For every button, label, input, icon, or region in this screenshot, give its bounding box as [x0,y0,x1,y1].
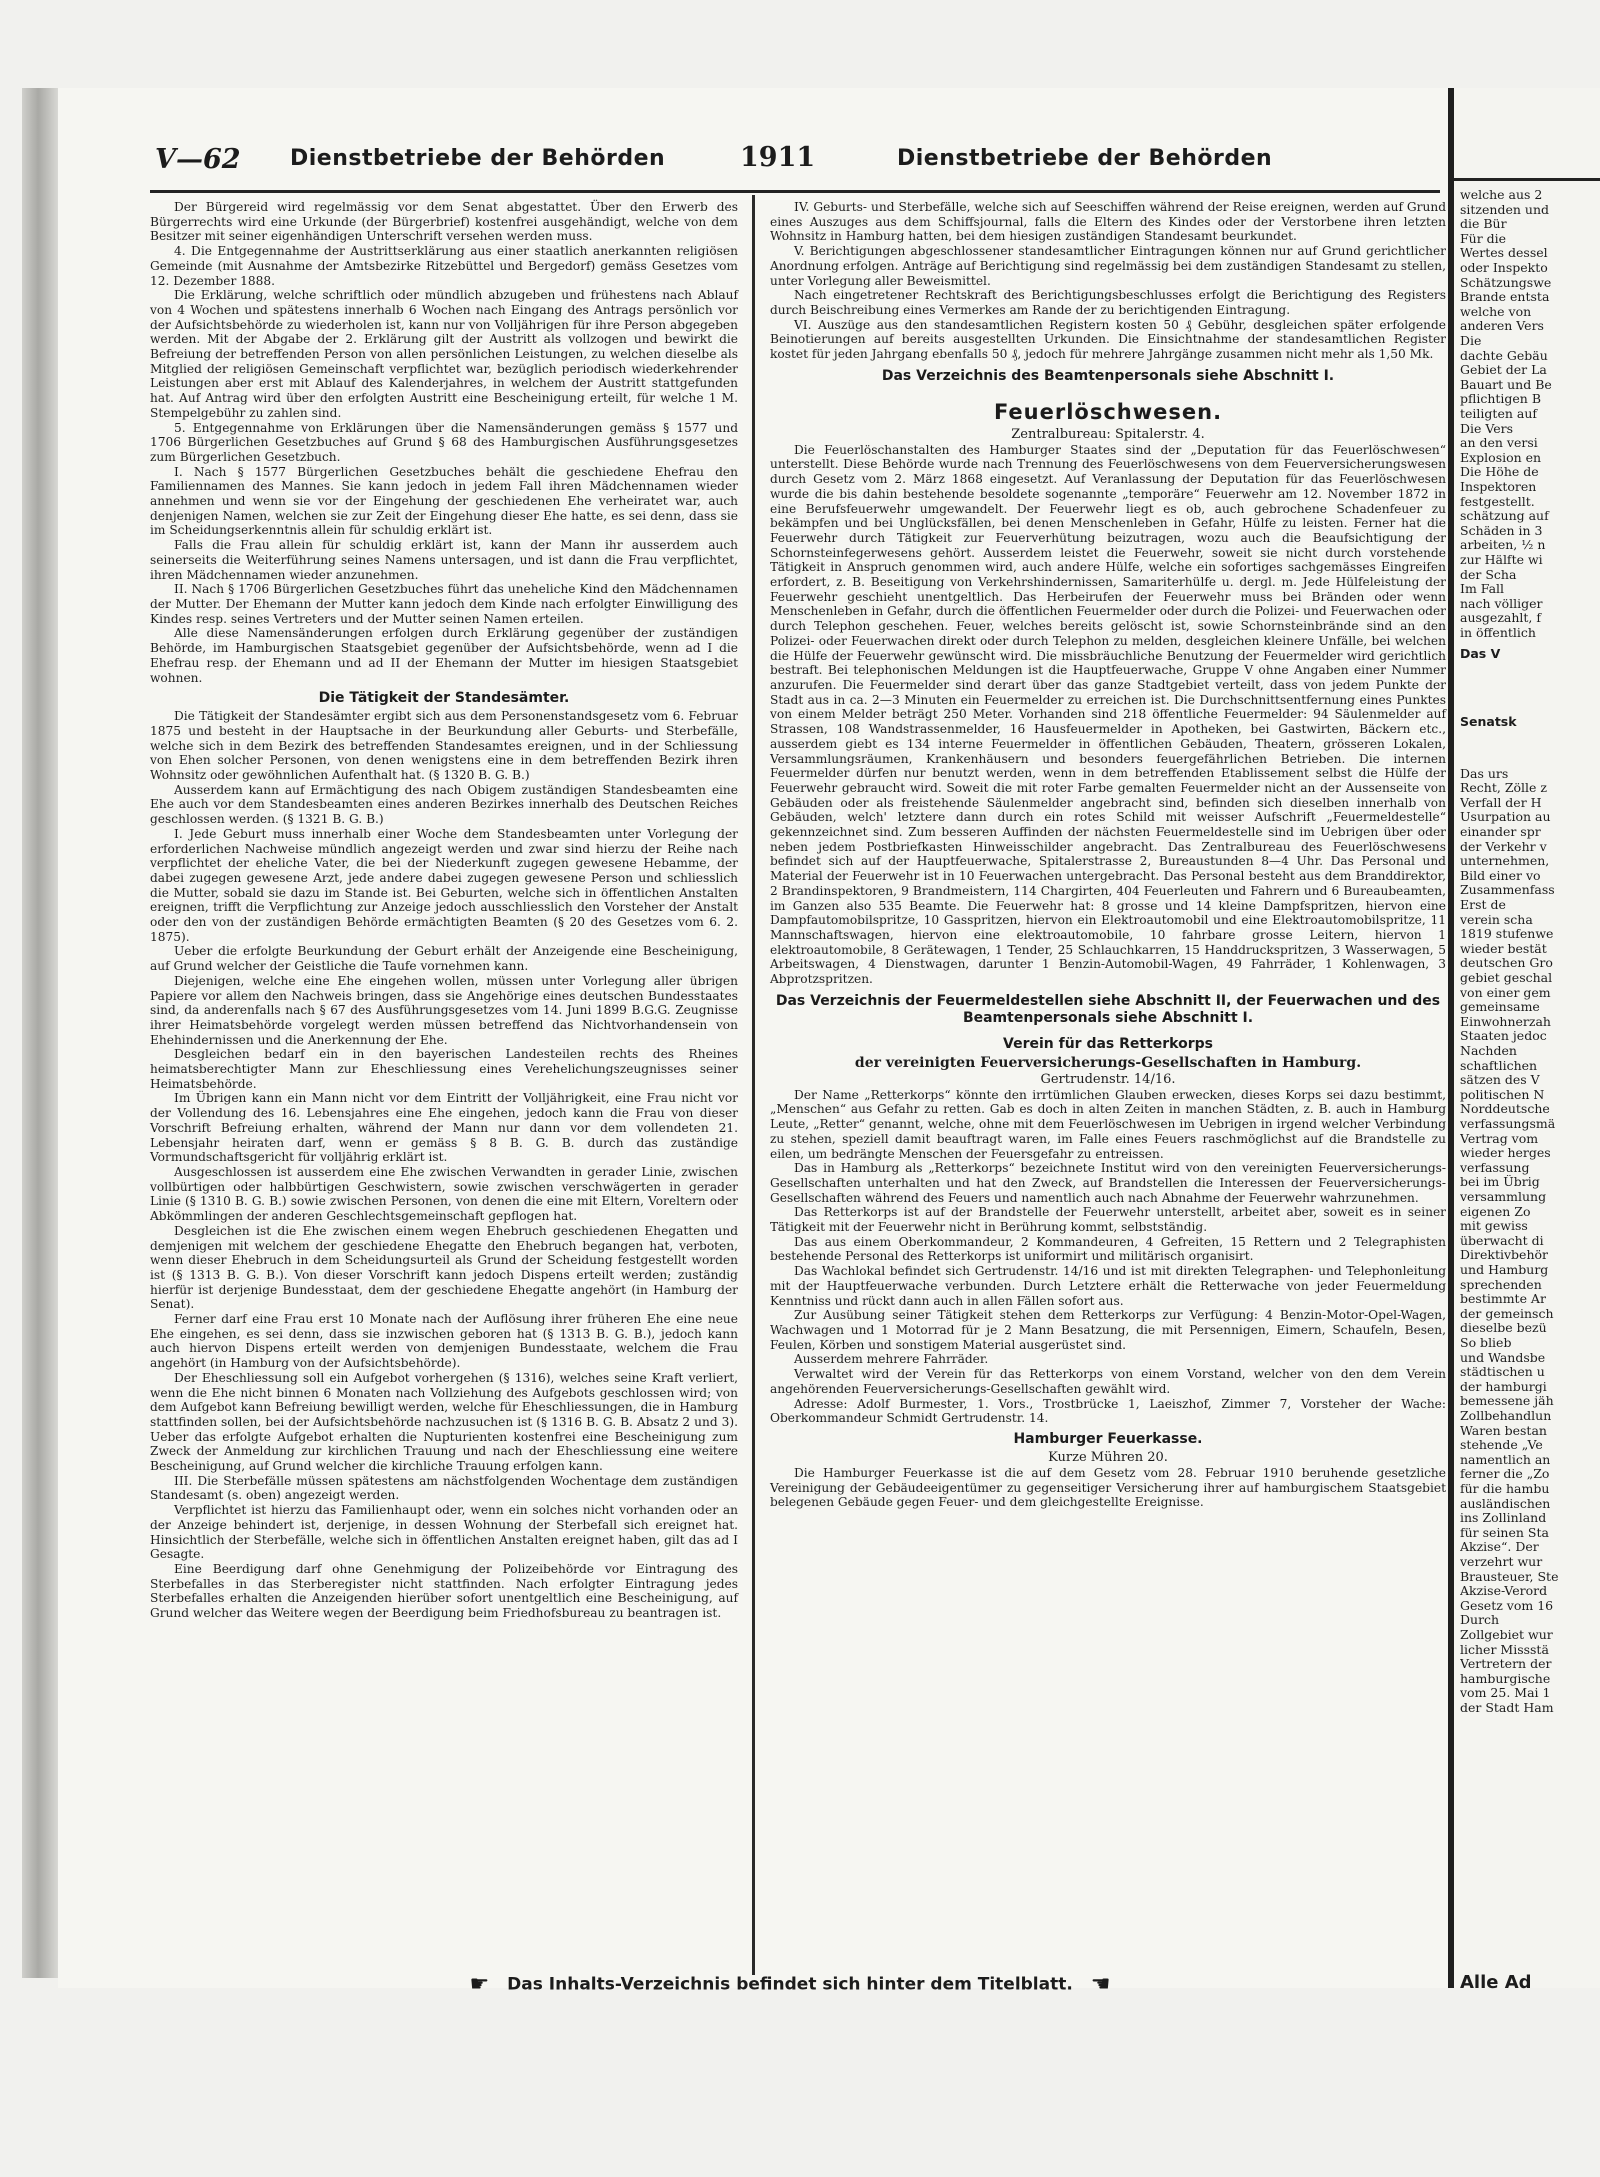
header-rule [150,190,1440,193]
adjacent-text-line: ferner die „Zo [1460,1467,1550,1482]
adjacent-text-line: Die Vers [1460,421,1514,436]
paragraph: V. Berichtigungen abgeschlossener standesamtlicher Eintragungen können nur auf Grund gerichtlicher Anordnung erfolgen. Anträge auf Berichtigung sind regelmässig bei dem zuständigen Standesamt zu stellen, unter Vorlegung aller Beweismittel. [770,244,1446,288]
paragraph: Der Name „Retterkorps“ könnte den irrtümlichen Glauben erwecken, dieses Korps sei dazu bestimmt, „Menschen“ aus Gefahr zu retten. Gab es doch in alten Zeiten in manchen Städten, z. B. auch in Hamburg Leute, „Retter“ genannt, welche, ohne mit dem Feuerlöschwesen im Uebrigen in irgend welcher Verbindung zu stehen, speziell damit beauftragt waren, im Falle eines Feuers raschmöglichst auf die Brandstelle zu eilen, um bedrängte Menschen der Feuersgefahr zu entreissen. [770,1087,1446,1161]
adjacent-text-line: ausländischen [1460,1496,1551,1511]
adjacent-text-line: gemeinsame [1460,1000,1540,1015]
adjacent-text-line: dachte Gebäu [1460,348,1548,363]
note-personal: Das Verzeichnis des Beamtenpersonals siehe Abschnitt I. [881,367,1335,384]
adjacent-text-line: der gemeinsch [1460,1306,1554,1321]
scan-edge [22,88,58,1978]
adjacent-text-line: zur Hälfte wi [1460,553,1543,567]
adjacent-text-line: der Verkehr v [1460,839,1547,854]
middle-paragraphs-a [770,200,1446,362]
year: 1911 [740,142,816,173]
paragraph: Falls die Frau allein für schuldig erklärt ist, kann der Mann ihr ausserdem auch seinerseits die Weiterführung seines Namens untersagen, und ist dann die Frau verpflichtet, ihren Mädchennamen wieder anzunehmen. [150,538,738,582]
footer-note [340,1972,1240,1997]
adjacent-text-line: versammlung [1460,1190,1547,1204]
paragraph: Zur Ausübung seiner Tätigkeit stehen dem Retterkorps zur Verfügung: 4 Benzin-Motor-Opel-Wagen, Wachwagen und 1 Motorrad für je 2 Mann Besatzung, die mit Persennigen, Eimern, Schaufeln, Besen, Feulen, Körben und sonstigem Material ausgerüstet sind. [770,1308,1446,1352]
adjacent-text-line: Zollbehandlun [1460,1409,1552,1423]
adjacent-text-line: für die hambu [1460,1482,1550,1496]
adjacent-text-line: 1819 stufenwe [1460,927,1554,942]
section-heading-retterkorps: Verein für das Retterkorps [1003,1035,1213,1052]
paragraph: Ausgeschlossen ist ausserdem eine Ehe zwischen Verwandten in gerader Linie, zwischen vollbürtigen oder halbbürtigen Geschwistern, sowie zwischen verschwägerten in gerader Linie (§ 1310 B. G. B.) sowie zwischen Personen, von denen die eine mit Eltern, Voreltern oder Abkömmlingen der anderen Geschlechtsgemeinschaft gepflogen hat. [150,1165,738,1224]
left-paragraphs-a [150,200,738,685]
adjacent-text-line: nach völliger [1460,596,1543,611]
adjacent-text-line: Vertrag vom [1460,1131,1539,1146]
page-header [155,140,1425,184]
adjacent-text-line: Akzise“. Der [1460,1540,1539,1555]
retter-address: Gertrudenstr. 14/16. [1040,1071,1176,1087]
adjacent-text-line: namentlich an [1460,1452,1551,1467]
pointing-hand-right-icon: ☛ [469,1972,490,1997]
adjacent-text-line: die Bür [1460,217,1507,232]
adjacent-text-line: sprechenden [1460,1277,1542,1292]
adjacent-text-line: Bauart und Be [1460,377,1552,392]
adjacent-text-line: in öffentlich [1460,626,1536,640]
adjacent-text-line: Einwohnerzah [1460,1014,1551,1029]
adjacent-text-line: welche aus 2 [1460,188,1543,202]
paragraph: 4. Die Entgegennahme der Austrittserklärung aus einer staatlich anerkannten religiösen Gemeinde (mit Ausnahme der Amtsbezirke Ritzebüttel und Bergedorf) gemäss Gesetzes vom 12. Dezember 1888. [150,244,738,288]
adjacent-text-line: mit gewiss [1460,1219,1528,1234]
adjacent-text-line: für seinen Sta [1460,1525,1549,1540]
adjacent-text-line: wieder bestät [1460,941,1547,956]
adjacent-text-line: Verfall der H [1460,795,1542,810]
adjacent-text-line: Vertretern der [1460,1657,1552,1672]
adjacent-text-line: Brande entsta [1460,290,1550,305]
adjacent-text-line: Die Höhe de [1460,465,1539,480]
adjacent-text-line: verfassungsmä [1460,1117,1556,1131]
adjacent-text-line: pflichtigen B [1460,392,1542,407]
adjacent-page [1454,88,1600,1988]
paragraph: I. Nach § 1577 Bürgerlichen Gesetzbuches behält die geschiedene Ehefrau den Familiennamen des Mannes. Sie kann jedoch in jedem Fall ihren Mädchennamen wieder annehmen und wenn sie vor der Eingehung der geschiedenen Ehe verheiratet war, auch denjenigen Namen, welchen sie zur Zeit der Eingehung dieser Ehe hatte, es sei denn, dass sie im Scheidungserkenntnis allein für schuldig erklärt ist. [150,464,738,538]
page-number: V—62 [155,144,241,175]
adjacent-text-line: Für die [1460,231,1507,246]
adjacent-text-line: an den versi [1460,436,1538,451]
paragraph: Adresse: Adolf Burmester, 1. Vors., Trostbrücke 1, Laeiszhof, Zimmer 7, Vorsteher der Wache: Oberkommandeur Schmidt Gertrudenstr. 14. [770,1396,1446,1426]
adjacent-text-line: Waren bestan [1460,1423,1547,1438]
adjacent-text-line: Schäden in 3 [1460,523,1543,538]
adjacent-text-line: Direktivbehör [1460,1248,1549,1263]
retter-subheading: der vereinigten Feuerversicherungs-Gesellschaften in Hamburg. [854,1054,1362,1071]
adjacent-text-line: stehende „Ve [1460,1438,1543,1453]
adjacent-text-line: So blieb [1460,1336,1512,1350]
adjacent-text-line: einander spr [1460,825,1541,839]
fire-address: Zentralbureau: Spitalerstr. 4. [1011,426,1205,442]
fire-paragraphs [770,443,1446,987]
pointing-hand-left-icon: ☚ [1090,1972,1111,1997]
paragraph: Ausserdem kann auf Ermächtigung des nach Obigem zuständigen Standesbeamten eine Ehe auch vor dem Standesbeamten eines anderen Bezirkes innerhalb des Deutschen Reiches geschlossen werden. (§ 1321 B. G. B.) [150,782,738,827]
adjacent-text-line: verzehrt wur [1460,1555,1543,1569]
adjacent-text-line: Explosion en [1460,450,1542,465]
paragraph: Ueber die erfolgte Beurkundung der Geburt erhält der Anzeigende eine Bescheinigung, auf Grund welcher der Geistliche die Taufe vornehmen kann. [150,944,738,974]
kasse-paragraphs [770,1466,1446,1510]
adjacent-text-line: anderen Vers [1460,319,1544,334]
adjacent-text-line: und Hamburg [1460,1263,1549,1277]
adjacent-text-line: festgestellt. [1460,494,1535,509]
footer-text: Das Inhalts-Verzeichnis befindet sich hinter dem Titelblatt. [507,1974,1073,1995]
adjacent-text-line: sitzenden und [1460,202,1549,217]
note-feuermelde: Das Verzeichnis der Feuermeldestellen siehe Abschnitt II, der Feuerwachen und des Beamtenpersonals siehe Abschnitt I. [775,992,1441,1026]
adjacent-text-line: ins Zollinland [1460,1511,1547,1526]
adjacent-text-line: der hamburgi [1460,1379,1547,1394]
adjacent-text-line: von einer gem [1460,985,1551,1000]
adjacent-text-line: politischen N [1460,1087,1545,1102]
paragraph: Die Feuerlöschanstalten des Hamburger Staates sind der „Deputation für das Feuerlöschwesen“ unterstellt. Diese Behörde wurde nach Trennung des Feuerlöschwesens von dem Feuerversicherungswesen durch Gesetz vom 2. März 1868 eingesetzt. Auf Veranlassung der Deputation für das Feuerlöschwesen wurde die bis dahin bestehende besoldete sogenannte „temporäre“ Feuerwehr am 12. November 1872 in eine Berufsfeuerwehr umgewandelt. Der Feuerwehr liegt es ob, auch gebrochene Schadenfeuer zu bekämpfen und bei Unglücksfällen, bei denen Menschenleben in Gefahr, Hülfe zu leisten. Ferner hat die Feuerwehr durch Tätigkeit zur Feuerverhütung beizutragen, wozu auch die Beaufsichtigung der Schornsteinfegerwesens gehört. Ausserdem leistet die Feuerwehr, soweit sie nicht durch vorstehende Tätigkeit in Anspruch genommen wird, auch andere Hülfe, welche ein sofortiges sachgemässes Eingreifen erfordert, z. B. Beseitigung von Verkehrshindernissen, Samariterhülfe u. dergl. m. Jede Hülfeleistung der Feuerwehr geschieht unentgeltlich. Das Herbeirufen der Feuerwehr muss bei Bränden oder wenn Menschenleben in Gefahr, durch die öffentlichen Feuermelder oder durch die Polizei- und Feuerwachen oder durch Telephon geschehen. Feuer, welches bereits gelöscht ist, sowie Schornsteinbrände sind an den Polizei- oder Feuerwachen direkt oder durch Telephon zu melden, desgleichen kleinere Unfälle, bei welchen die Hülfe der Feuerwehr gewünscht wird. Die missbräuchliche Benutzung der Feuermelder wird gerichtlich bestraft. Bei telephonischen Meldungen ist die Hauptfeuerwache, Gruppe V ohne Angaben einer Nummer anzurufen. Die Feuermelder sind derart über das ganze Stadtgebiet verteilt, dass von jedem Punkte der Stadt aus in ca. 2—3 Minuten ein Feuermelder zu erreichen ist. Die Durchschnittsentfernung eines Punktes von einem Melder beträgt 250 Meter. Vorhanden sind 218 öffentliche Feuermelder: 94 Säulenmelder auf Strassen, 108 Wandstrassenmelder, 16 Hausfeuermelder in Apotheken, bei Gastwirten, Bäckern etc., ausserdem giebt es 134 interne Feuermelder in öffentlichen Gebäuden, Theatern, grösseren Lokalen, Versammlungsräumen, Krankenhäusern und besonders feuergefährlichen Betrieben. Die internen Feuermelder dürfen nur benutzt werden, wenn in dem betreffenden Etablissement selbst die Hülfe der Feuerwehr gebraucht wird. Soweit die mit roter Farbe gemalten Feuermelder nicht an der Aussenseite von Gebäuden oder als freistehende Säulenmelder angebracht sind, befinden sich dieselben innerhalb von Gebäuden, welch' letztere dann durch ein rotes Schild mit weisser Aufschrift „Feuermeldestelle“ gekennzeichnet sind. Zum besseren Auffinden der nächsten Feuermeldestelle sind im Uebrigen über oder neben jedem Postbriefkasten Hinweisschilder angebracht. Das Zentralbureau des Feuerlöschwesens befindet sich auf der Hauptfeuerwache, Spitalerstrasse 2, Bureaustunden 8—4 Uhr. Das Personal und Material der Feuerwehr ist in 10 Feuerwachen untergebracht. Das Personal besteht aus dem Branddirektor, 2 Brandinspektoren, 9 Brandmeistern, 114 Chargirten, 404 Feuerleuten und Fahrern und 6 Bureaubeamten, im Ganzen also 535 Beamte. Die Feuerwehr hat: 8 grosse und 14 kleine Dampfspritzen, hiervon eine Dampfautomobilspritze, 10 Gasspritzen, hiervon ein Elektroautomobil und eine Elektroautomobilspritze, 11 Mannschaftswagen, hiervon eine elektroautomobile, 10 fahrbare grosse Leitern, hiervon 1 elektroautomobile, 8 Gerätewagen, 1 Tender, 25 Schlauchkarren, 15 Handdruckspritzen, 3 Wasserwagen, 5 Arbeitswagen, 4 Dienstwagen, darunter 1 Benzin-Automobil-Wagen, 49 Fahrräder, 1 Kohlenwagen, 3 Abprotzspritzen. [770,442,1446,987]
adjacent-text-line: Gebiet der La [1460,363,1547,378]
adjacent-text-line: Brausteuer, Ste [1460,1569,1559,1584]
paragraph: Das Retterkorps ist auf der Brandstelle der Feuerwehr unterstellt, arbeitet aber, soweit es in seiner Tätigkeit mit der Feuerwehr nicht in Berührung kommt, selbstständig. [770,1205,1446,1235]
adjacent-text-line: vom 25. Mai 1 [1460,1686,1551,1701]
paragraph: III. Die Sterbefälle müssen spätestens am nächstfolgenden Wochentage dem zuständigen Standesamt (s. oben) angezeigt werden. [150,1473,738,1503]
adjacent-text-line: Wertes dessel [1460,246,1548,261]
adjacent-text-line: bemessene jäh [1460,1394,1554,1409]
adjacent-text-line: Usurpation au [1460,810,1551,825]
paragraph: Das in Hamburg als „Retterkorps“ bezeichnete Institut wird von den vereinigten Feuerversicherungs-Gesellschaften unterhalten und hat den Zweck, auf Brandstellen die Interessen der Feuerversicherungs-Gesellschaften während des Feuers und namentlich auch nach Abnahme der Feuerwehr wahrzunehmen. [770,1161,1446,1205]
adjacent-text-line: verein scha [1460,912,1533,927]
adjacent-text-line: Zollgebiet wur [1460,1628,1553,1642]
paragraph: Diejenigen, welche eine Ehe eingehen wollen, müssen unter Vorlegung aller übrigen Papiere vor allem den Nachweis bringen, dass sie Angehörige eines deutschen Bundesstaates sind, da anderenfalls nach § 67 des Ausführungsgesetzes vom 14. Juni 1899 B.G.G. Zeugnisse ihrer Heimatsbehörde vorgelegt werden müssen betreffend das Nichtvorhandensein von Ehehindernissen und die Anerkennung der Ehe. [150,973,738,1047]
paragraph: Das Wachlokal befindet sich Gertrudenstr. 14/16 und ist mit direkten Telegraphen- und Telephonleitung mit der Hauptfeuerwache verbunden. Durch Letztere erhält die Retterwache von jeder Feuermeldung Kenntniss und rückt dann auch in allen Fällen sofort aus. [770,1264,1446,1308]
adjacent-text-line: Inspektoren [1460,480,1537,494]
paragraph: Die Hamburger Feuerkasse ist die auf dem Gesetz vom 28. Februar 1910 beruhende gesetzliche Vereinigung der Gebäudeeigentümer zu gegenseitiger Versicherung ihrer auf hamburgischem Staatsgebiet belegenen Gebäude gegen Feuer- und dem gleichgestellte Ereignisse. [770,1465,1446,1510]
adjacent-text-line: oder Inspekto [1460,261,1548,275]
adjacent-text-line: Akzise-Verord [1460,1584,1548,1599]
adjacent-text-line: Schätzungswe [1460,275,1552,290]
adjacent-text-line: Die [1460,334,1482,348]
adjacent-text-line: Bild einer vo [1460,868,1541,883]
adjacent-text-line: Gesetz vom 16 [1460,1598,1554,1613]
adjacent-text-line: Erst de [1460,898,1506,912]
adjacent-text-line: sätzen des V [1460,1073,1540,1088]
adjacent-text-line: Recht, Zölle z [1460,781,1547,796]
middle-column [770,200,1446,1510]
adjacent-text-line: welche von [1460,304,1532,319]
adjacent-text-line: hamburgische [1460,1671,1551,1686]
paragraph: Alle diese Namensänderungen erfolgen durch Erklärung gegenüber der zuständigen Behörde, im Hamburgischen Staatsgebiet gegenüber der Aufsichtsbehörde, wenn ad I die Ehefrau resp. der Ehemann und ad II der Ehemann der Mutter im hiesigen Staatsgebiet wohnen. [150,626,738,685]
adjacent-text-line: Das urs [1460,766,1509,781]
section-heading-feuerkasse: Hamburger Feuerkasse. [1013,1430,1203,1447]
adjacent-text-line: Staaten jedoc [1460,1029,1547,1044]
paragraph: Ausserdem mehrere Fahrräder. [794,1352,989,1367]
adjacent-text-line: wieder herges [1460,1146,1551,1161]
paragraph: Das aus einem Oberkommandeur, 2 Kommandeuren, 4 Gefreiten, 15 Rettern und 2 Telegraphisten bestehende Personal des Retterkorps ist uniformirt und militärisch organisirt. [770,1234,1446,1264]
column-rule [752,195,755,1975]
adjacent-text-line: Zusammenfass [1460,883,1555,898]
paragraph: Der Bürgereid wird regelmässig vor dem Senat abgestattet. Über den Erwerb des Bürgerrechts wird eine Urkunde (der Bürgerbrief) kostenfrei ausgehändigt, welche von dem Besitzer mit seiner eigenhändigen Unterschrift versehen werden muss. [150,200,738,244]
paragraph: 5. Entgegennahme von Erklärungen über die Namensänderungen gemäss § 1577 und 1706 Bürgerlichen Gesetzbuches auf Grund § 68 des Hamburgischen Ausführungsgesetzes zum Bürgerlichen Gesetzbuch. [150,420,738,464]
paragraph: Eine Beerdigung darf ohne Genehmigung der Polizeibehörde vor Eintragung des Sterbefalles in das Sterberegister nicht stattfinden. Nach erfolgter Eintragung jedes Sterbefalles erhalten die Anzeigenden hierüber sofort unentgeltlich eine Bescheinigung, auf Grund welcher das Weitere wegen der Beerdigung beim Friedhofsbureau zu beantragen ist. [150,1561,738,1621]
paragraph: I. Jede Geburt muss innerhalb einer Woche dem Standesbeamten unter Vorlegung der erforderlichen Nachweise mündlich angezeigt werden und zwar sind hierzu der Reihe nach verpflichtet der eheliche Vater, die bei der Niederkunft zugegen gewesene Hebamme, der dabei zugegen gewesene Arzt, jede andere dabei zugegen gewesene Person und schliesslich die Mutter, sobald sie dazu im Stande ist. Bei Geburten, welche sich in öffentlichen Anstalten ereignen, trifft die Verpflichtung zur Anzeige jedoch ausschliesslich den Vorsteher der Anstalt oder den von der zuständigen Behörde ermächtigten Beamten (§ 20 des Gesetzes vom 6. 2. 1875). [150,826,738,944]
adjacent-text-line: Nachden [1460,1044,1517,1058]
adjacent-text-line: und Wandsbe [1460,1350,1546,1365]
paragraph: Desgleichen bedarf ein in den bayerischen Landesteilen rechts des Rheines heimatsberechtigter Mann zur Eheschliessung eines Verehelichungszeugnisses seiner Heimatsbehörde. [150,1047,738,1091]
running-title-right: Dienstbetriebe der Behörden [897,146,1273,171]
adjacent-text-line: der Scha [1460,567,1517,582]
adjacent-text-line: verfassung [1460,1160,1530,1175]
paragraph: Verwaltet wird der Verein für das Retterkorps von einem Vorstand, welcher von den dem Verein angehörenden Feuerversicherungs-Gesellschaften gewählt wird. [770,1367,1446,1396]
section-heading-feuerloeschwesen: Feuerlöschwesen. [993,399,1223,424]
adjacent-text-line: unternehmen, [1460,854,1550,869]
adjacent-text-line: schaftlichen [1460,1058,1538,1073]
paragraph: Ferner darf eine Frau erst 10 Monate nach der Auflösung ihrer früheren Ehe eine neue Ehe eingehen, es sei denn, dass sie inzwischen geboren hat (§ 1313 B. G. B.), jedoch kann auch hiervon Dispens erteilt werden von demjenigen Bundesstaate, welchem die Frau angehört (in Hamburg von der Aufsichtsbehörde). [150,1312,738,1371]
paragraph: Verpflichtet ist hierzu das Familienhaupt oder, wenn ein solches nicht vorhanden oder an der Anzeige behindert ist, derjenige, in dessen Wohnung der Sterbefall sich ereignet hat. Hinsichtlich der Sterbefälle, welche sich in öffentlichen Anstalten ereignet haben, gilt das ad I Gesagte. [150,1503,738,1562]
paragraph: Die Tätigkeit der Standesämter ergibt sich aus dem Personenstandsgesetz vom 6. Februar 1875 und besteht in der Hauptsache in der Beurkundung aller Geburts- und Sterbefälle, welche sich in dem Bezirk des betreffenden Standesamtes ereignen, und in der Schliessung von Ehen solcher Personen, von denen wenigstens eine in dem betreffenden Bezirk ihren Wohnsitz oder gewöhnlichen Aufenthalt hat. (§ 1320 B. G. B.) [150,709,738,783]
adjacent-text-line: licher Missstä [1460,1642,1549,1657]
paragraph: Der Eheschliessung soll ein Aufgebot vorhergehen (§ 1316), welches seine Kraft verliert, wenn die Ehe nicht binnen 6 Monaten nach Vollziehung des Aufgebots geschlossen wird; von dem Aufgebot kann Befreiung bewilligt werden, welche für Eheschliessungen, die in Hamburg stattfinden sollen, bei der Aufsichtsbehörde nachzusuchen ist (§ 1316 B. G. B. Absatz 2 und 3). Ueber das erfolgte Aufgebot erhalten die Nupturienten kostenfrei eine Bescheinigung zum Zweck der Anmeldung zur kirchlichen Trauung und nach der Eheschliessung eine weitere Bescheinigung, auf Grund welcher die kirchliche Trauung erfolgen kann. [150,1370,738,1474]
adjacent-text-line: Senatsk [1460,714,1517,729]
adjacent-text-line: teiligten auf [1460,407,1537,421]
adjacent-footer-fragment: Alle Ad [1460,1972,1532,1993]
adjacent-text-line: schätzung auf [1460,509,1549,524]
adjacent-text-line: ausgezahlt, f [1460,611,1541,626]
paragraph: Desgleichen ist die Ehe zwischen einem wegen Ehebruch geschiedenen Ehegatten und demjenigen mit welchem der geschiedene Ehegatte den Ehebruch begangen hat, verboten, wenn dieser Ehebruch in dem Scheidungsurteil als Grund der Scheidung festgestellt worden ist (§ 1313 B. G. B.). Von dieser Vorschrift kann jedoch Dispens erteilt werden; zuständig hierfür ist derjenige Bundesstaat, dem der geschiedene Ehegatte angehört (in Hamburg der Senat). [150,1223,738,1312]
left-column [150,200,738,1621]
adjacent-text-line: überwacht di [1460,1233,1544,1248]
paragraph: II. Nach § 1706 Bürgerlichen Gesetzbuches führt das uneheliche Kind den Mädchennamen der Mutter. Der Ehemann der Mutter kann jedoch dem Kinde nach erfolgter Einwilligung des Kindes resp. seines Vertreters und der Mutter seinen Namen erteilen. [150,582,738,626]
paragraph: Im Übrigen kann ein Mann nicht vor dem Eintritt der Volljährigkeit, eine Frau nicht vor der Vollendung des 16. Lebensjahres eine Ehe eingehen, jedoch kann die Frau von dieser Vorschrift Befreiung erhalten, während der Mann nur dann vor dem vollendeten 21. Lebensjahr heiraten darf, wenn er gemäss § 8 B. G. B. durch das zuständige Vormundschaftsgericht für volljährig erklärt ist. [150,1091,738,1165]
adjacent-text-line: Im Fall [1460,582,1505,597]
adjacent-text-line: Norddeutsche [1460,1102,1550,1117]
kasse-address: Kurze Mühren 20. [1048,1449,1168,1465]
paragraph: Nach eingetretener Rechtskraft des Berichtigungsbeschlusses erfolgt die Berichtigung des Registers durch Beischreibung eines Vermerkes am Rande der zu berichtigenden Eintragung. [770,288,1446,317]
paragraph: Die Erklärung, welche schriftlich oder mündlich abzugeben und frühestens nach Ablauf von 4 Wochen und spätestens innerhalb 6 Wochen nach Eingang des Antrags persönlich vor der Aufsichtsbehörde zu wiederholen ist, kann nur von Volljährigen für ihre Person abgegeben werden. Mit der Abgabe der 2. Erklärung gilt der Austritt als vollzogen und bewirkt die Befreiung der betreffenden Person von allen persönlichen Leistungen, zu welchen dieselbe als Mitglied der religiösen Gemeinschaft verpflichtet war, bezüglich periodisch wiederkehrender Leistungen aber erst mit Ablauf des Kalenderjahres, in welchem der Austritt stattgefunden hat. Auf Antrag wird über den erfolgten Austritt eine Bescheinigung erteilt, für welche 1 M. Stempelgebühr zu zahlen sind. [150,288,738,420]
left-paragraphs-b [150,709,738,1621]
adjacent-text-line: Durch [1460,1613,1500,1628]
adjacent-text-line: arbeiten, ½ n [1460,538,1546,553]
adjacent-text-line: eigenen Zo [1460,1204,1531,1219]
retter-paragraphs [770,1088,1446,1426]
adjacent-text-line: gebiet geschal [1460,971,1553,985]
section-heading-standesaemter: Die Tätigkeit der Standesämter. [318,690,570,707]
adjacent-text-line: bestimmte Ar [1460,1292,1546,1307]
adjacent-text-line: bei im Übrig [1460,1175,1540,1190]
adjacent-text-line: der Stadt Ham [1460,1701,1554,1715]
running-title-left: Dienstbetriebe der Behörden [290,146,666,171]
adjacent-text-line: Das V [1460,646,1501,661]
adjacent-text-line: dieselbe bezü [1460,1321,1547,1336]
adjacent-text-line: städtischen u [1460,1365,1545,1380]
paragraph: VI. Auszüge aus den standesamtlichen Registern kosten 50 ₰ Gebühr, desgleichen später erfolgende Beinotierungen auf bereits ausgestellten Urkunden. Die Einsichtnahme der standesamtlichen Register kostet für jeden Jahrgang ebenfalls 50 ₰, jedoch für mehrere Jahrgänge zusammen nicht mehr als 1,50 Mk. [770,317,1446,362]
adjacent-header-rule [1454,178,1600,181]
adjacent-text-line: deutschen Gro [1460,956,1553,971]
paragraph: IV. Geburts- und Sterbefälle, welche sich auf Seeschiffen während der Reise ereignen, werden auf Grund eines Auszuges aus dem Schiffsjournal, falls die Eltern des Kindes oder der Verstorbene ihren letzten Wohnsitz in Hamburg hatten, bei dem hiesigen zuständigen Standesamt beurkundet. [770,200,1446,244]
